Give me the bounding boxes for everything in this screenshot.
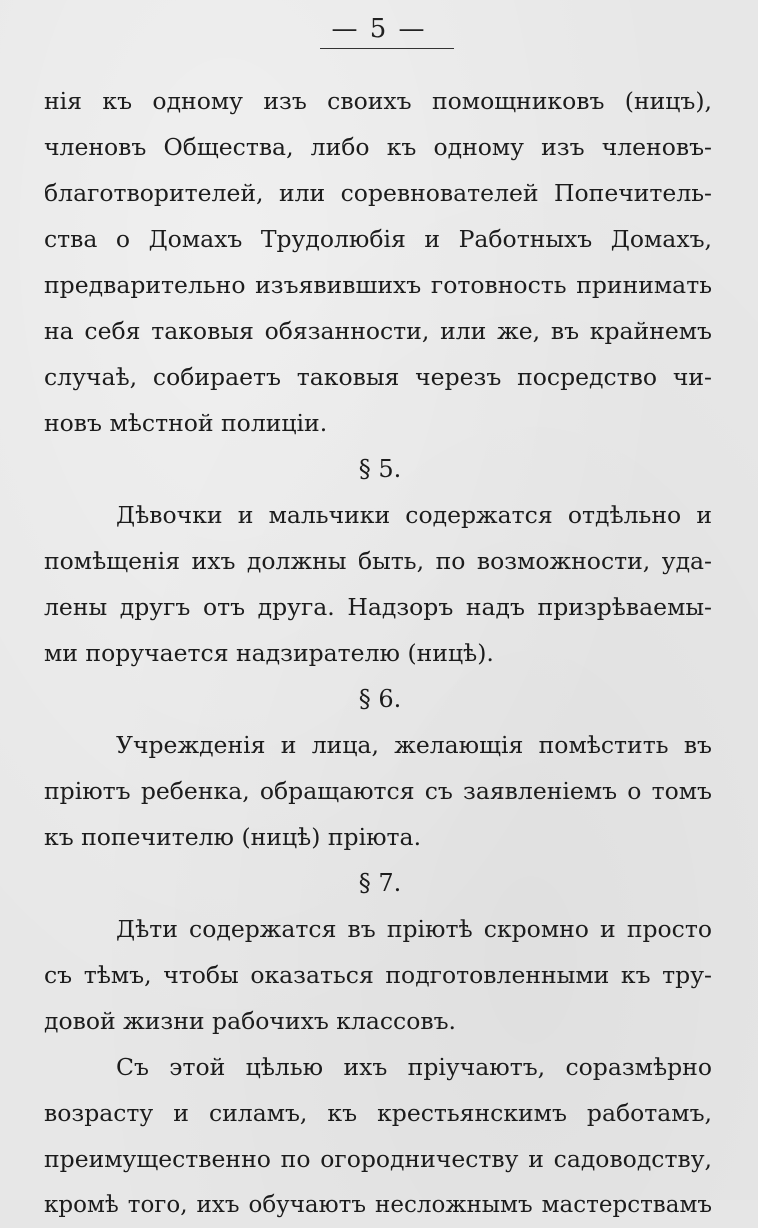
section-heading: § 5.: [358, 455, 402, 483]
text-line: пріютъ ребенка, обращаются съ заявленіемъ о томъ: [44, 777, 712, 805]
text-line: благотворителей, или соревнователей Попечитель-: [44, 179, 712, 207]
text-line: ства о Домахъ Трудолюбія и Работныхъ Домахъ,: [44, 225, 712, 253]
text-line: ми поручается надзирателю (ницѣ).: [44, 639, 494, 667]
text-line: Дѣвочки и мальчики содержатся отдѣльно и: [116, 501, 712, 529]
text-line: съ тѣмъ, чтобы оказаться подготовленными къ тру-: [44, 961, 712, 989]
text-line: случаѣ, собираетъ таковыя черезъ посредство чи-: [44, 363, 712, 391]
text-line: на себя таковыя обязанности, или же, въ крайнемъ: [44, 317, 712, 345]
text-line: членовъ Общества, либо къ одному изъ членовъ-: [44, 133, 712, 161]
text-line: Учрежденія и лица, желающія помѣстить въ: [116, 731, 712, 759]
text-line: Дѣти содержатся въ пріютѣ скромно и просто: [116, 915, 712, 943]
header-rule: [320, 48, 454, 49]
text-line: возрасту и силамъ, къ крестьянскимъ работамъ,: [44, 1099, 712, 1127]
text-line: къ попечителю (ницѣ) пріюта.: [44, 823, 422, 851]
text-line: помѣщенія ихъ должны быть, по возможности, уда-: [44, 547, 712, 575]
text-line: нія къ одному изъ своихъ помощниковъ (ницъ),: [44, 87, 712, 115]
text-line: новъ мѣстной полиціи.: [44, 409, 328, 437]
section-heading: § 6.: [358, 685, 402, 713]
section-heading: § 7.: [358, 869, 402, 897]
text-line: преимущественно по огородничеству и садоводству,: [44, 1145, 712, 1173]
text-line: лены другъ отъ друга. Надзоръ надъ призрѣваемы-: [44, 593, 712, 621]
text-line: Съ этой цѣлью ихъ пріучаютъ, соразмѣрно: [116, 1053, 712, 1081]
text-line: довой жизни рабочихъ классовъ.: [44, 1007, 456, 1035]
page-number: — 5 —: [331, 14, 427, 44]
text-line: кромѣ того, ихъ обучаютъ несложнымъ мастерствамъ: [44, 1192, 712, 1218]
page-body: [44, 78, 712, 1228]
text-line: предварительно изъявившихъ готовность принимать: [44, 271, 712, 299]
